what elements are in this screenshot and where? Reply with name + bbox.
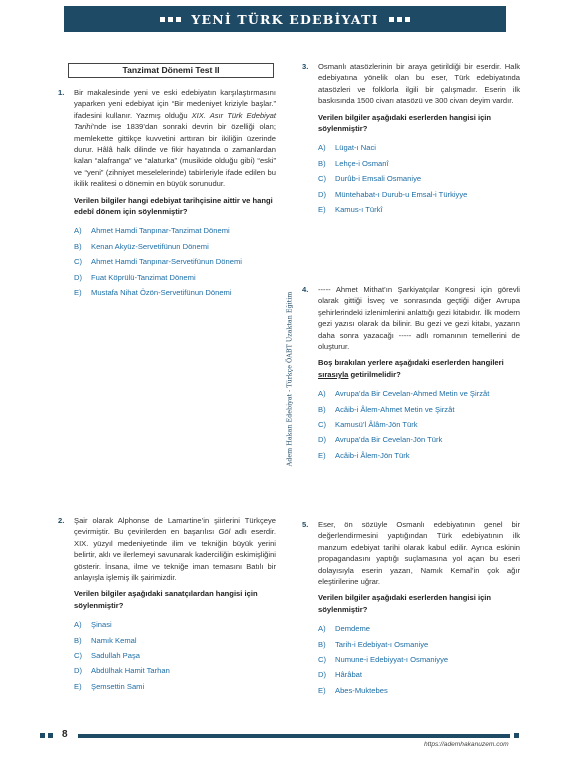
option-list [74,617,276,694]
square-bullet-icon [168,17,173,22]
question-number: 5. [302,520,309,529]
option-d[interactable]: D) Müntehabat-ı Durub-u Emsal-i Türkiyye [318,189,468,199]
underlined-word: sırasıyla [318,369,349,379]
section-header-bar [64,6,506,32]
footer-rule [78,734,510,738]
option-e[interactable]: E) Mustafa Nihat Özön-Servetifünun Dönemi [74,288,232,298]
question-number: 1. [58,88,65,97]
option-e[interactable]: E) Şemsettin Sami [74,681,145,691]
option-b[interactable]: B) Acâib-i Âlem-Ahmet Metin ve Şirzât [318,404,455,414]
square-bullet-icon [405,17,410,22]
square-bullet-icon [397,17,402,22]
option-list [318,140,520,217]
question-text: ----- Ahmet Mithat’ın Şarkiyatçılar Kongresi için görevli olarak gittiği İsveç ve sonrasında geçtiği diğer Avrupa şehirlerindeki izlenimlerini anlattığı gezi kitabıdır. İlk modern gezi yazısı olarak da bilinir. Bu gezi ve gezi kitabı, yazarın daha sonra yazacağı ----- adlı romanının temellerini de oluşturur. [318,285,520,352]
option-e[interactable]: E) Abes-Muktebes [318,685,388,695]
question-stem: Verilen bilgiler hangi edebiyat tarihçisine aittir ve hangi edebî dönem için söylenmiştir? [74,195,273,217]
option-c[interactable]: C) Ahmet Hamdi Tanpınar-Servetifünun Dönemi [74,257,242,267]
question-stem: Verilen bilgiler aşağıdaki eserlerden hangisi için söylenmiştir? [318,112,492,134]
option-a[interactable]: A) Lügat-ı Naci [318,143,376,153]
question-number: 3. [302,62,309,71]
question-5 [302,519,520,698]
square-bullet-icon [389,17,394,22]
question-stem: Boş bırakılan yerlere aşağıdaki eserlerden hangileri sırasıyla getirilmelidir? [318,358,504,379]
option-c[interactable]: C) Kamusü’l Âlâm-Jön Türk [318,420,418,430]
question-text: Bir makalesinde yeni ve eski edebiyatın karşılaştırmasını yaparken yeni edebiyat için “Bir medeniyet kriziyle başlar.” ifadesini kullanır. Yazmış olduğu XIX. Asır Türk Edebiyat Tarihi’nde ise 1839’dan sonraki devrin bir özelliği olan; memlekette gittikçe kuvvetini arttıran bir ikiliğin üzerinde durur. Hâlâ halk dilinde ve fikir hayatında o zamanlardan kalan “alafranga” ve “alaturka” (musikide olduğu gibi) “eski” ve “yeni” (zihniyet meselelerinde) tabirleriyle ifade edilen bu ikilik realitesi o dönemin en büyük sorunudur. [74,88,277,189]
option-c[interactable]: C) Numune-i Edebiyyat-ı Osmaniyye [318,655,449,665]
option-b[interactable]: B) Tarih-i Edebiyat-ı Osmaniye [318,639,429,649]
square-bullet-icon [176,17,181,22]
option-d[interactable]: D) Avrupa’da Bir Cevelan-Jön Türk [318,435,443,445]
question-4 [302,284,520,463]
option-a[interactable]: A) Şinasi [74,620,112,630]
question-number: 2. [58,516,65,525]
question-number: 4. [302,285,309,294]
test-title: Tanzimat Dönemi Test II [68,63,274,78]
square-bullet-icon [514,733,519,738]
option-a[interactable]: A) Ahmet Hamdi Tanpınar-Tanzimat Dönemi [74,226,230,236]
question-stem: Verilen bilgiler aşağıdaki sanatçılardan hangisi için söylenmiştir? [74,589,258,610]
option-c[interactable]: C) Durûb-i Emsali Osmaniye [318,174,422,184]
option-list [318,386,520,463]
option-list [318,621,520,698]
option-b[interactable]: B) Namık Kemal [74,635,137,645]
square-bullet-icon [40,733,45,738]
vertical-brand-text: Adem Hakan Edebiyat - Türkçe ÖABT Uzaktan Eğitim [285,291,293,467]
section-title: YENİ TÜRK EDEBİYATI [191,11,379,27]
option-a[interactable]: A) Avrupa’da Bir Cevelan-Ahmed Metin ve Şirzât [318,389,490,399]
square-bullet-icon [48,733,53,738]
question-3 [302,61,520,217]
option-c[interactable]: C) Sadullah Paşa [74,651,140,661]
question-1 [58,87,277,301]
question-text: Şair olarak Alphonse de Lamartine’in şiirlerini Türkçeye çevirmiştir. Bu çevirilerden en başarılısı Göl adlı eserdir. XIX. yüzyıl medeniyetinde ilim ve tekniğin büyük yerini belirtir, aklı ve ilerlemeyi savunarak kaderciliğin eskimişliğini gösterir. İnsana, ilme ve tekniğe iman temasını Batılı bir anlayışla işlemiş ilk şairimizdir. [74,516,276,583]
option-b[interactable]: B) Lehçe-i Osmanî [318,158,389,168]
option-e[interactable]: E) Kamus-ı Türkî [318,205,383,215]
footer-url: https://ademhakanuzem.com [424,741,509,748]
option-d[interactable]: D) Abdülhak Hamit Tarhan [74,666,170,676]
question-2 [58,515,276,694]
option-b[interactable]: B) Kenan Akyüz-Servetifünun Dönemi [74,241,209,251]
option-list [74,223,276,300]
option-a[interactable]: A) Demdeme [318,624,371,634]
option-d[interactable]: D) Fuat Köprülü-Tanzimat Dönemi [74,272,196,282]
square-bullet-icon [160,17,165,22]
page-number: 8 [62,729,68,740]
option-e[interactable]: E) Acâib-i Âlem-Jön Türk [318,450,410,460]
question-text: Osmanlı atasözlerinin bir araya getirildiği bir eserdir. Halk edebiyatına yönelik olan bu eser, Türk edebiyatında atasözleri ve folklorla ilgili bir çalışmadır. Eserin ilk baskısında 1500 civarı atasözü ve 300 civarı deyim vardır. [318,62,520,106]
question-text: Eser, ön sözüyle Osmanlı edebiyatının genel bir değerlendirmesini yaptığından Türk edebiyatının ilk manzum edebiyat tarihi olarak kabul edilir. Ayrıca eskinin propagandasını yaptığı suçlamasına yol açan bu eseri dolayısıyla eserin yazarı, Namık Kemal’in çok ağır eleştirilerine uğrar. [318,520,520,587]
option-d[interactable]: D) Hârâbat [318,670,363,680]
question-stem: Verilen bilgiler aşağıdaki eserlerden hangisi için söylenmiştir? [318,593,492,614]
